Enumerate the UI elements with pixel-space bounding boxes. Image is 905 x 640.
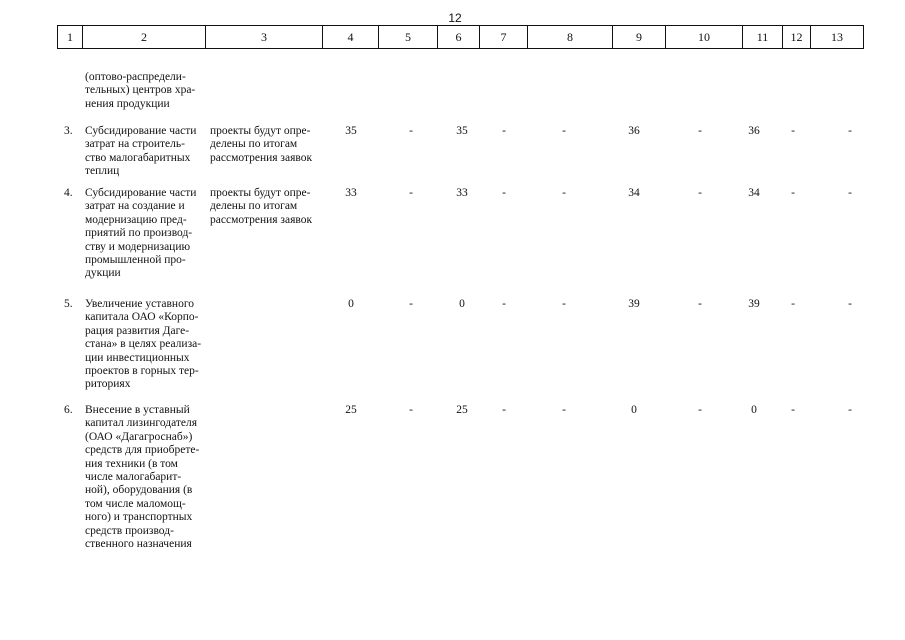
value-cell-col-9: 39 xyxy=(628,298,640,310)
header-col-2: 2 xyxy=(83,26,206,49)
value-cell-col-9: 0 xyxy=(631,404,637,416)
row-number: 4. xyxy=(64,187,73,199)
header-col-6: 6 xyxy=(438,26,480,49)
value-cell-col-11: 39 xyxy=(748,298,760,310)
value-cell-col-7: - xyxy=(502,187,506,199)
value-cell-col-5: - xyxy=(409,125,413,137)
value-cell-col-9: 36 xyxy=(628,125,640,137)
measure-note: проекты будут опре- делены по итогам рассмотрения заявок xyxy=(210,187,313,226)
value-cell-col-6: 25 xyxy=(456,404,468,416)
page-number: 12 xyxy=(448,11,462,25)
value-cell-col-7: - xyxy=(502,404,506,416)
value-cell-col-6: 35 xyxy=(456,125,468,137)
value-cell-col-8: - xyxy=(562,298,566,310)
measure-name: Субсидирование части затрат на создание и модернизацию пред- приятий по производ- ству и модернизацию промышленной про- дукции xyxy=(85,187,197,280)
value-cell-col-13: - xyxy=(848,298,852,310)
value-cell-col-11: 0 xyxy=(751,404,757,416)
value-cell-col-4: 33 xyxy=(345,187,357,199)
value-cell-col-5: - xyxy=(409,404,413,416)
value-cell-col-5: - xyxy=(409,298,413,310)
measure-name: (оптово-распредели- тельных) центров хра- нения продукции xyxy=(85,71,196,110)
measure-name: Внесение в уставный капитал лизингодателя (ОАО «Дагагроснаб») средств для приобрете- ния техники (в том числе малогабарит- ной), оборудования (в том числе маломощ- ного) и транспортных средств производ- ственного назначения xyxy=(85,404,200,551)
value-cell-col-13: - xyxy=(848,187,852,199)
value-cell-col-8: - xyxy=(562,187,566,199)
value-cell-col-10: - xyxy=(698,298,702,310)
value-cell-col-10: - xyxy=(698,404,702,416)
value-cell-col-6: 33 xyxy=(456,187,468,199)
measure-note: проекты будут опре- делены по итогам рассмотрения заявок xyxy=(210,125,313,164)
measure-name: Субсидирование части затрат на строитель- ство малогабаритных теплиц xyxy=(85,125,197,178)
value-cell-col-12: - xyxy=(791,125,795,137)
value-cell-col-6: 0 xyxy=(459,298,465,310)
value-cell-col-4: 35 xyxy=(345,125,357,137)
value-cell-col-7: - xyxy=(502,125,506,137)
row-number: 6. xyxy=(64,404,73,416)
value-cell-col-9: 34 xyxy=(628,187,640,199)
value-cell-col-11: 34 xyxy=(748,187,760,199)
header-col-8: 8 xyxy=(528,26,613,49)
header-col-12: 12 xyxy=(783,26,811,49)
value-cell-col-7: - xyxy=(502,298,506,310)
value-cell-col-10: - xyxy=(698,187,702,199)
value-cell-col-12: - xyxy=(791,404,795,416)
header-col-5: 5 xyxy=(379,26,438,49)
header-col-11: 11 xyxy=(743,26,783,49)
header-col-9: 9 xyxy=(613,26,666,49)
value-cell-col-8: - xyxy=(562,125,566,137)
value-cell-col-11: 36 xyxy=(748,125,760,137)
value-cell-col-4: 25 xyxy=(345,404,357,416)
header-col-10: 10 xyxy=(666,26,743,49)
header-col-1: 1 xyxy=(58,26,83,49)
value-cell-col-10: - xyxy=(698,125,702,137)
value-cell-col-4: 0 xyxy=(348,298,354,310)
value-cell-col-12: - xyxy=(791,298,795,310)
row-number: 5. xyxy=(64,298,73,310)
column-number-header xyxy=(57,25,864,49)
header-col-3: 3 xyxy=(206,26,323,49)
value-cell-col-13: - xyxy=(848,125,852,137)
value-cell-col-13: - xyxy=(848,404,852,416)
measure-name: Увеличение уставного капитала ОАО «Корпо- рация развития Даге- стана» в целях реализа- ции инвестиционных проектов в горных тер- риториях xyxy=(85,298,202,391)
header-col-7: 7 xyxy=(480,26,528,49)
value-cell-col-12: - xyxy=(791,187,795,199)
value-cell-col-5: - xyxy=(409,187,413,199)
header-col-13: 13 xyxy=(811,26,864,49)
row-number: 3. xyxy=(64,125,73,137)
value-cell-col-8: - xyxy=(562,404,566,416)
header-col-4: 4 xyxy=(323,26,379,49)
